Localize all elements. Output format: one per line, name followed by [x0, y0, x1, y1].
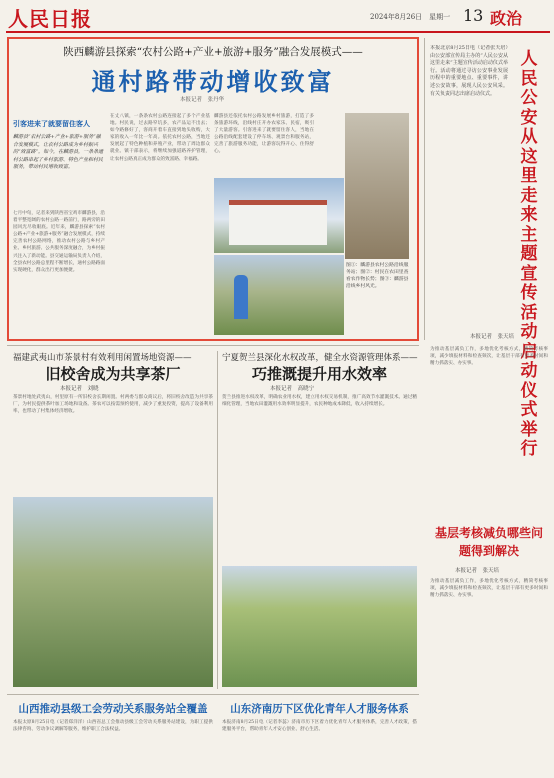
- article5-body: 本报太原8月25日电（记者郑洋洋）山西省总工会推动县级工会劳动关系服务站建设，为职工提供法律咨询、劳动争议调解等服务，维护职工合法权益。: [13, 720, 213, 733]
- article3-kicker: 宁夏贺兰县深化水权改革，健全水资源管理体系——: [222, 353, 418, 363]
- feature-body-col2: 在丈八镇，一条条农村公路连接起了多个产业基地。村民说，过去路窄坑多，农产品运不出去；如今路修好了，客商开着车直接到地头收购，大家的收入一年比一年高。依托农村公路，当地还发展起了特色种植和养殖产业，带动了周边群众就业。镇干部表示，将继续加强道路养护管理，让农村公路真正成为群众的致富路、幸福路。: [110, 114, 210, 162]
- masthead-rule: [6, 31, 550, 33]
- feature-body-col1: 七月中旬，记者来到陕西省宝鸡市麟游县，沿着平整宽阔的农村公路一路前行，路两旁的田园风光尽收眼底。近年来，麟游县探索“农村公路+产业+旅游+服务”融合发展模式，持续完善农村公路网络，推动农村公路与乡村产业、乡村旅游、公共服务深度融合，为乡村振兴注入了新动能。县交通运输局负责人介绍，全县农村公路总里程不断增长，通村公路路面实现硬化，群众出行更加便捷。: [13, 211, 105, 273]
- article2-photo: [13, 497, 213, 687]
- article2-kicker: 福建武夷山市茶景村有效利用闲置场地资源——: [13, 353, 192, 363]
- feature-photo-building: [214, 178, 344, 253]
- article6-body: 本报济南8月25日电（记者李蕊）济南市历下区着力优化青年人才服务体系，完善人才政策，搭建服务平台，帮助青年人才安心创业、舒心生活。: [222, 720, 417, 733]
- sidebar-title: 人民公安从这里走来主题宣传活动启动仪式举行: [520, 49, 538, 459]
- building-shape: [229, 200, 327, 245]
- row-divider: [7, 345, 419, 346]
- feature-headline: 通村路带动增收致富: [91, 67, 335, 96]
- feature-body-col3: 麟游县还依托农村公路发展乡村旅游，打造了多条旅游环线，沿线村庄开办农家乐、民宿，吸引了大量游客。引客进来了就要留住客人，当地在公路沿线配套建设了停车场、观景台和服务站，完善了旅游服务功能，让游客玩得开心、住得舒心。: [214, 114, 314, 155]
- article2-byline: 本报记者 刘晓: [60, 386, 99, 392]
- bottom-divider: [7, 694, 419, 695]
- feature-photo-caption: 图①：麟游县农村公路沿线服务站；图②：村民在农田里查看农作物长势；图③：麟游县沿线乡村风光。: [346, 263, 409, 289]
- farmer-figure: [234, 275, 248, 319]
- sidebar-byline: 本报记者 张天培: [470, 334, 515, 340]
- sidebar-divider: [424, 38, 425, 340]
- feature-subhead: 引客进来了就要留住客人: [13, 119, 90, 128]
- right-column-text: 为推动基层减负工作，多地优化考核方式，精简考核事项，减少填报材料和检查频次，让基层干部有更多时间和精力抓落实、办实事。: [430, 347, 548, 367]
- sidebar-body: 本报北京8月25日电（记者张天培）由公安部宣传局主办的“人民公安从这里走来”主题宣传活动启动仪式举行。活动将通过寻访公安事业发展历程中的重要地点、重要事件，讲述公安故事，展现人民公安风采。有关负责同志出席启动仪式。: [430, 45, 508, 97]
- article3-headline: 巧推溉提升用水效率: [251, 365, 387, 383]
- feature-byline: 本报记者 张丹华: [180, 97, 225, 103]
- column-divider: [217, 351, 218, 689]
- article6-headline: 山东济南历下区优化青年人才服务体系: [230, 703, 409, 715]
- article3-photo: [222, 566, 417, 687]
- article4-byline: 本报记者 张天培: [455, 568, 500, 574]
- page-number: 13: [463, 6, 484, 25]
- article4-headline: 基层考核减负哪些问题得到解决: [434, 526, 543, 558]
- article3-body: 贺兰县推进水权改革，明确农业用水权，建立用水权交易机制，推广高效节水灌溉技术。通过精细化管理，当地农田灌溉用水效率明显提升，农民种地成本降低，收入持续增长。: [222, 395, 417, 408]
- feature-photo-farmland: [214, 255, 344, 335]
- section-name: 政治: [490, 9, 523, 28]
- newspaper-logo: 人民日报: [8, 7, 92, 31]
- article2-headline: 旧校舍成为共享茶厂: [45, 365, 181, 383]
- article4-body: 为推动基层减负工作，多地优化考核方式，精简考核事项，减少填报材料和检查频次，让基层干部有更多时间和精力抓落实、办实事。: [430, 579, 548, 599]
- article5-headline: 山西推动县级工会劳动关系服务站全覆盖: [18, 703, 208, 715]
- feature-lead: 麟游县“农村公路+产业+旅游+服务”融合发展模式，让农村公路成为乡村振兴的“致富路”。如今，在麟游县，一条条通村公路串起了乡村旅游、特色产业和村民服务，带动村民增收致富。: [13, 134, 104, 171]
- feature-photo-vendor: [345, 113, 409, 259]
- issue-date: 2024年8月26日 星期一: [370, 13, 451, 21]
- feature-kicker: 陕西麟游县探索“农村公路+产业+旅游+服务”融合发展模式——: [63, 46, 363, 58]
- article2-body: 茶景村地处武夷山，村里原有一所旧校舍长期闲置。村两委与群众商议后，将旧校舍改造为共享茶厂，为村民提供茶叶加工场地和设备。茶农可以按需预约使用，减少了重复投资，提高了设备利用率，也带动了村集体经济增收。: [13, 395, 213, 415]
- article3-byline: 本报记者 高晓宁: [270, 386, 315, 392]
- masthead: [0, 0, 554, 32]
